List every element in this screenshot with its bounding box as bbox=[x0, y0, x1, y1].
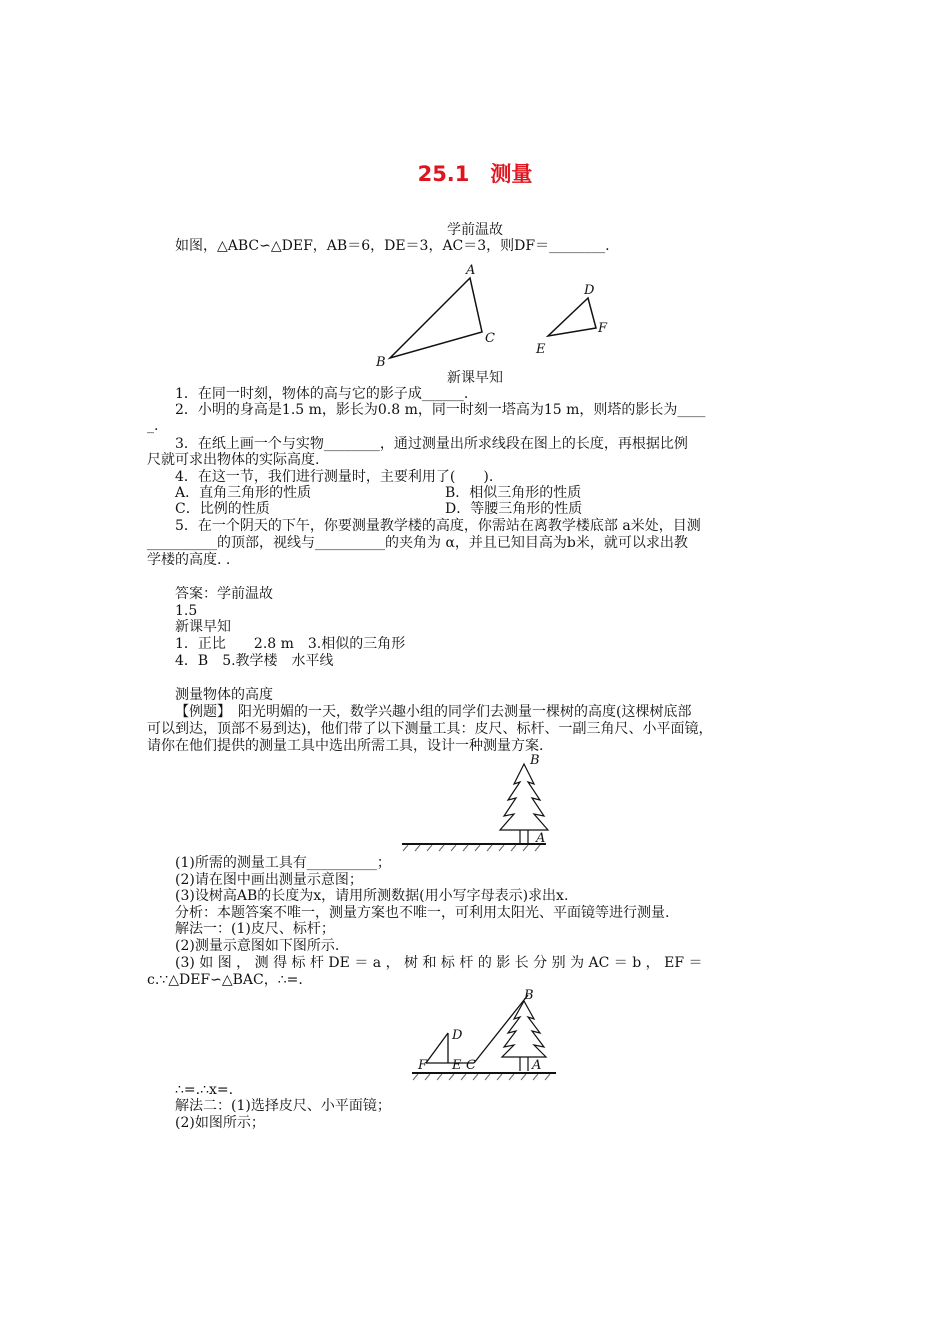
label-e: E bbox=[536, 342, 546, 357]
lesson-item-3: 3．在纸上画一个与实物________，通过测量出所求线段在图上的长度，再根据比例 bbox=[175, 436, 688, 452]
section-heading: 测量物体的高度 bbox=[175, 687, 273, 703]
shadow-measurement-figure bbox=[410, 987, 560, 1083]
lesson-item-5: 5．在一个阴天的下午，你要测量教学楼的高度，你需站在离教学楼底部 a米处，目测 bbox=[175, 518, 701, 534]
lesson-item-2-cont: _. bbox=[147, 418, 159, 434]
example-line: 可以到达，顶部不易到达)，他们带了以下测量工具：皮尺、标杆、一副三角尺、小平面镜， bbox=[147, 721, 713, 737]
example-line: 【例题】 阳光明媚的一天，数学兴趣小组的同学们去测量一棵树的高度(这棵树底部 bbox=[175, 704, 692, 720]
lesson-item-1: 1．在同一时刻，物体的高与它的影子成______. bbox=[175, 386, 469, 402]
label-a: A bbox=[532, 1058, 542, 1073]
solution-line: 解法一：(1)皮尺、标杆； bbox=[175, 921, 335, 937]
page-title: 25.1 测量 bbox=[417, 162, 533, 186]
label-b: B bbox=[376, 355, 386, 370]
example-line: 请你在他们提供的测量工具中选出所需工具，设计一种测量方案. bbox=[147, 738, 544, 754]
review-question: 如图，△ABC∽△DEF，AB＝6，DE＝3，AC＝3，则DF＝________. bbox=[175, 238, 610, 254]
sun-ray-fd bbox=[426, 1033, 448, 1063]
answer-line: 1.5 bbox=[175, 603, 198, 619]
triangle-abc bbox=[390, 278, 482, 358]
solution2-line: (2)如图所示； bbox=[175, 1115, 265, 1131]
analysis-line: 分析：本题答案不唯一，测量方案也不唯一，可利用太阳光、平面镜等进行测量. bbox=[175, 905, 670, 921]
result-line: ∴=.∴x=. bbox=[175, 1082, 234, 1098]
option-d: D．等腰三角形的性质 bbox=[445, 501, 583, 517]
tree-label-b: B bbox=[530, 753, 540, 768]
question-line: (3)设树高AB的长度为x，请用所测数据(用小写字母表示)求出x. bbox=[175, 888, 569, 904]
label-c: C bbox=[466, 1058, 476, 1073]
label-e: E bbox=[452, 1058, 462, 1073]
sun-ray-cb bbox=[474, 995, 528, 1063]
review-heading: 学前温故 bbox=[447, 222, 503, 238]
tree-figure bbox=[400, 752, 550, 854]
lesson-item-2: 2．小明的身高是1.5 m，影长为0.8 m，同一时刻一塔高为15 m，则塔的影长为____ bbox=[175, 402, 706, 418]
label-a: A bbox=[466, 263, 476, 278]
solution-line: (3) 如 图 ， 测 得 标 杆 DE ＝ a ， 树 和 标 杆 的 影 长 分 别 为 AC ＝ b ， EF ＝ bbox=[175, 955, 703, 971]
question-line: (2)请在图中画出测量示意图； bbox=[175, 872, 363, 888]
answer-line: 4．B 5.教学楼 水平线 bbox=[175, 653, 334, 669]
label-d: D bbox=[584, 283, 595, 298]
lesson-item-5-end: 学楼的高度. . bbox=[147, 552, 231, 568]
lesson-item-4: 4．在这一节，我们进行测量时，主要利用了( ). bbox=[175, 469, 494, 485]
option-c: C．比例的性质 bbox=[175, 501, 270, 517]
option-a: A．直角三角形的性质 bbox=[175, 485, 312, 501]
solution-line: c.∵△DEF∽△BAC，∴=. bbox=[147, 972, 303, 988]
triangle-def bbox=[548, 298, 596, 336]
lesson-item-3-cont: 尺就可求出物体的实际高度. bbox=[147, 452, 320, 468]
question-line: (1)所需的测量工具有__________； bbox=[175, 855, 391, 871]
solution-line: (2)测量示意图如下图所示. bbox=[175, 938, 340, 954]
label-f: F bbox=[598, 321, 608, 336]
label-b: B bbox=[524, 988, 534, 1003]
new-lesson-heading: 新课早知 bbox=[447, 370, 503, 386]
label-f: F bbox=[418, 1058, 428, 1073]
option-b: B．相似三角形的性质 bbox=[445, 485, 582, 501]
label-c: C bbox=[485, 331, 495, 346]
answer-line: 新课早知 bbox=[175, 619, 231, 635]
answers-heading: 答案：学前温故 bbox=[175, 586, 273, 602]
answer-line: 1．正比 2.8 m 3.相似的三角形 bbox=[175, 636, 406, 652]
solution2-line: 解法二：(1)选择皮尺、小平面镜； bbox=[175, 1098, 391, 1114]
similar-triangles-figure bbox=[370, 260, 630, 372]
tree-label-a: A bbox=[536, 831, 546, 846]
lesson-item-5-cont: __________的顶部，视线与__________的夹角为 α，并且已知目高为b米，就可以求出教 bbox=[147, 535, 688, 551]
label-d: D bbox=[452, 1028, 463, 1043]
